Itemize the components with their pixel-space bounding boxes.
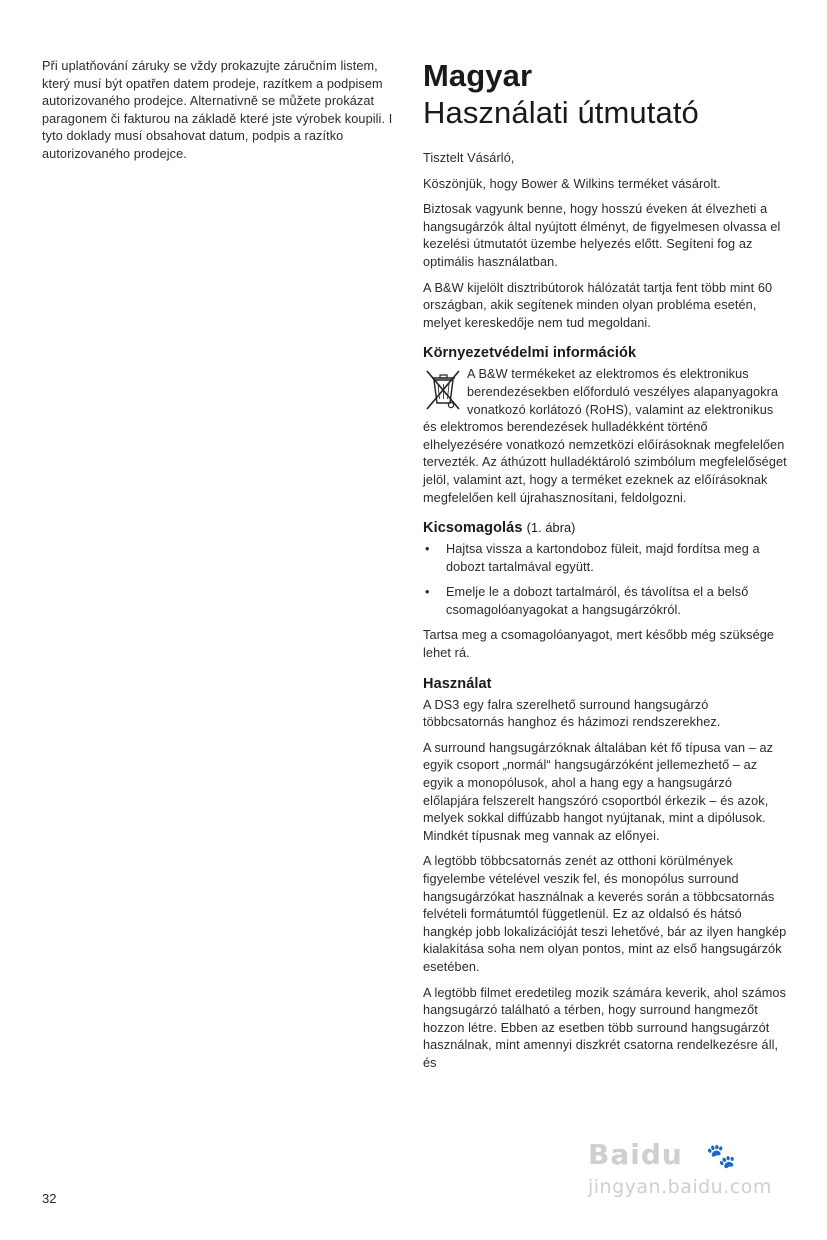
environment-section: [423, 366, 788, 507]
bullet-icon: •: [425, 585, 430, 600]
environment-text: A B&W termékeket az elektromos és elektronikus berendezésekben előforduló veszélyes alapanyagokra vonatkozó korlátozó (RoHS), valamint az elektronikus és elektromos berendezések hulladékként történő elhelyezésére vonatkozó nemzetközi előírásoknak megfelelően tervezték. Az áthúzott hulladéktároló szimbólum megfelelőséget jelöl, valamint azt, hogy a terméket ezeknek az előírásoknak megfelelően kell újrahasznosítani, feldolgozni.: [423, 367, 787, 505]
list-item-text: Hajtsa vissza a kartondoboz füleit, majd fordítsa meg a dobozt tartalmával együtt.: [446, 542, 760, 574]
unpacking-list: [423, 541, 788, 619]
paw-icon: 🐾: [706, 1142, 736, 1170]
warranty-paragraph: Při uplatňování záruky se vždy prokazujte záručním listem, který musí být opatřen datem prodeje, razítkem a podpisem autorizovaného prodejce. Alternativně se můžete prokázat paragonem či fakturou na základě které jste výrobek koupili. I tyto doklady musí obsahovat datum, podpis a razítko autorizovaného prodejce.: [42, 59, 393, 161]
left-column: [42, 58, 404, 172]
unpacking-heading: [423, 519, 788, 537]
usage-paragraph: A surround hangsugárzóknak általában két fő típusa van – az egyik csoport „normál“ hangsugárzóként jellemezhető – az egyik a monopólusok, ahol a hang egy a hangsugárzó előlapjára felszerelt hangszóró csoportból érkezik – és azok, melyek sokkal diffúzabb hangot nyújtanak, mint a dipólusok. Mindkét típusnak meg vannak az előnyei.: [423, 740, 774, 843]
packaging-note: Tartsa meg a csomagolóanyagot, mert később még szüksége lehet rá.: [423, 628, 775, 661]
bullet-icon: •: [425, 542, 430, 557]
list-item: [423, 584, 788, 619]
language-heading: Magyar: [423, 58, 533, 93]
environment-heading: Környezetvédelmi információk: [423, 345, 637, 362]
usage-paragraph: A DS3 egy falra szerelhető surround hangsugárzó többcsatornás hanghoz és házimozi rendszerekhez.: [423, 697, 721, 730]
usage-paragraph: A legtöbb filmet eredetileg mozik számára keverik, ahol számos hangsugárzó található a térben, hogy surround hangmezőt hozzon létre. Ebben az esetben több surround hangsugárzót használnak, mint amennyi diszkrét csatorna rendelkezésre áll, és: [423, 985, 787, 1070]
unpacking-heading-text: Kicsomagolás: [423, 520, 523, 537]
list-item: [423, 541, 788, 576]
distributor-paragraph: A B&W kijelölt disztribútorok hálózatát tartja fent több mint 60 országban, akik segítenek minden olyan probléma esetén, melyet kereskedője nem tud megoldani.: [423, 280, 773, 330]
salutation: Tisztelt Vásárló,: [423, 151, 515, 165]
watermark: [588, 1138, 788, 1204]
usage-paragraph: A legtöbb többcsatornás zenét az otthoni körülmények figyelembe vételével veszik fel, és monopólus surround hangsugárzókat használnak a keverés során a többcsatornás felvételi formátumtól függetlenül. Ez az oldalsó és hátsó hangkép jobb lokalizációját teszi lehetővé, bár az ilyen hangkép kialakítása soha nem olyan pontos, mint az első hangsugárzók esetében.: [423, 854, 787, 974]
right-column: [423, 58, 788, 1081]
watermark-url: jingyan.baidu.com: [588, 1176, 772, 1198]
thanks-paragraph: Köszönjük, hogy Bower & Wilkins terméket vásárolt.: [423, 176, 721, 191]
usage-heading: Használat: [423, 675, 492, 692]
watermark-brand: Baidu: [588, 1138, 683, 1171]
list-item-text: Emelje le a dobozt tartalmáról, és távolítsa el a belső csomagolóanyagokat a hangsugárzókról.: [446, 585, 749, 617]
page-number: 32: [42, 1191, 57, 1206]
unpacking-figure-ref: (1. ábra): [526, 521, 576, 536]
document-title: Használati útmutató: [423, 95, 699, 130]
crossed-out-wheelie-bin-icon: [423, 367, 463, 413]
intro-paragraph: Biztosak vagyunk benne, hogy hosszú éveken át élvezheti a hangsugárzók által nyújtott élményt, de figyelmesen olvassa el kezelési útmutatót üzembe helyezés előtt. Segíteni fog az optimális használatban.: [423, 202, 781, 269]
